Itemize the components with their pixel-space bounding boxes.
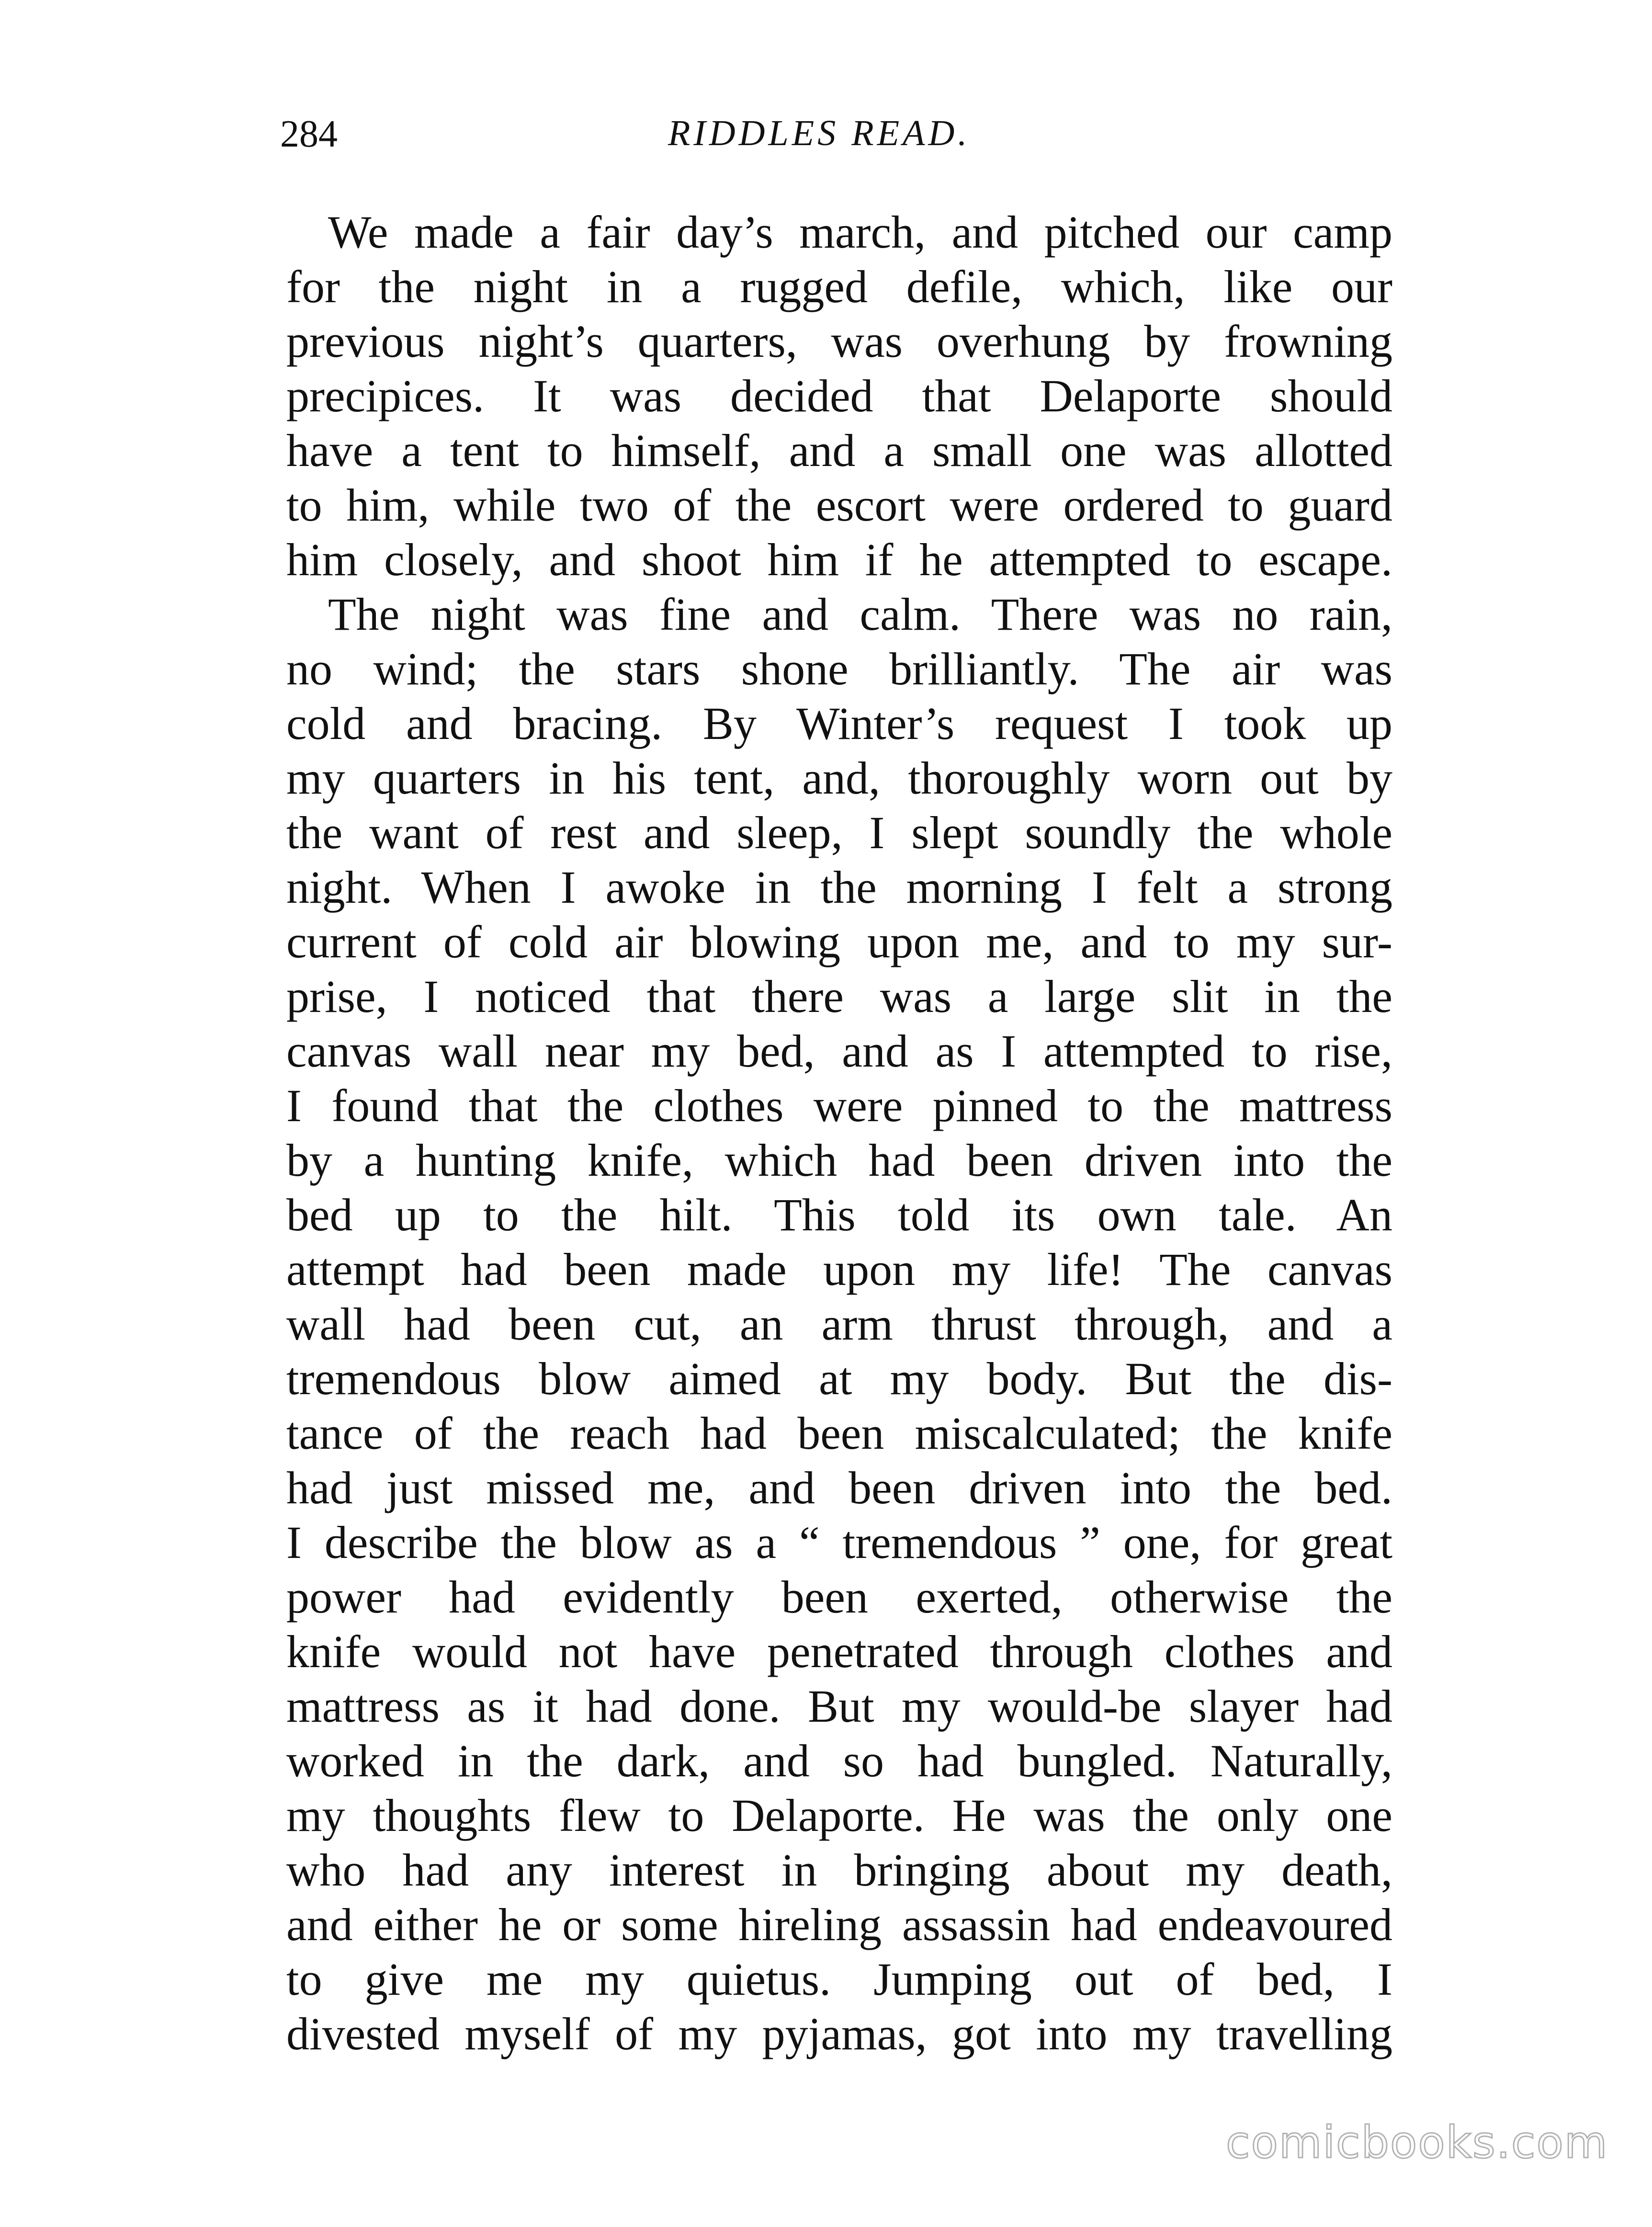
text-line: have a tent to himself, and a small one was allotted bbox=[286, 425, 1392, 476]
body-text bbox=[286, 205, 1392, 2061]
text-line: him closely, and shoot him if he attempted to escape. bbox=[286, 534, 1392, 585]
text-line: The night was fine and calm. There was no rain, bbox=[328, 589, 1392, 640]
text-line: my thoughts flew to Delaporte. He was the only one bbox=[286, 1790, 1392, 1841]
text-line: current of cold air blowing upon me, and to my sur- bbox=[286, 916, 1392, 967]
text-line: worked in the dark, and so had bungled. Naturally, bbox=[286, 1735, 1392, 1786]
text-line: tremendous blow aimed at my body. But the dis- bbox=[286, 1353, 1392, 1404]
text-line: by a hunting knife, which had been driven into the bbox=[286, 1135, 1392, 1186]
page-number: 284 bbox=[280, 113, 338, 155]
text-line: to give me my quietus. Jumping out of bed, I bbox=[286, 1954, 1392, 2005]
text-line: divested myself of my pyjamas, got into my travelling bbox=[286, 2008, 1392, 2059]
text-line: to him, while two of the escort were ordered to guard bbox=[286, 479, 1392, 531]
text-line: bed up to the hilt. This told its own tale. An bbox=[286, 1189, 1392, 1240]
text-line: my quarters in his tent, and, thoroughly worn out by bbox=[286, 752, 1392, 804]
text-line: wall had been cut, an arm thrust through, and a bbox=[286, 1298, 1392, 1350]
text-line: knife would not have penetrated through clothes and bbox=[286, 1626, 1392, 1677]
text-line: for the night in a rugged defile, which, like our bbox=[286, 261, 1392, 312]
text-line: had just missed me, and been driven into the bed. bbox=[286, 1462, 1392, 1513]
text-line: I found that the clothes were pinned to the mattress bbox=[286, 1080, 1392, 1131]
text-line: canvas wall near my bed, and as I attempted to rise, bbox=[286, 1025, 1392, 1077]
text-line: previous night’s quarters, was overhung by frowning bbox=[286, 316, 1392, 367]
text-line: precipices. It was decided that Delaporte should bbox=[286, 370, 1392, 421]
watermark: comicbooks.com bbox=[1226, 2117, 1608, 2168]
running-head: RIDDLES READ. bbox=[668, 113, 971, 153]
text-line: night. When I awoke in the morning I felt a strong bbox=[286, 862, 1392, 913]
text-line: who had any interest in bringing about my death, bbox=[286, 1844, 1392, 1896]
text-line: mattress as it had done. But my would-be slayer had bbox=[286, 1681, 1392, 1732]
text-line: no wind; the stars shone brilliantly. The air was bbox=[286, 643, 1392, 694]
text-line: cold and bracing. By Winter’s request I took up bbox=[286, 698, 1392, 749]
text-line: I describe the blow as a “ tremendous ” one, for great bbox=[286, 1517, 1392, 1568]
text-line: the want of rest and sleep, I slept soundly the whole bbox=[286, 807, 1392, 858]
text-line: power had evidently been exerted, otherwise the bbox=[286, 1571, 1392, 1623]
text-line: We made a fair day’s march, and pitched our camp bbox=[328, 206, 1392, 258]
text-line: attempt had been made upon my life! The canvas bbox=[286, 1244, 1392, 1295]
text-line: prise, I noticed that there was a large slit in the bbox=[286, 971, 1392, 1022]
text-line: and either he or some hireling assassin had endeavoured bbox=[286, 1899, 1392, 1950]
text-line: tance of the reach had been miscalculated; the knife bbox=[286, 1408, 1392, 1459]
